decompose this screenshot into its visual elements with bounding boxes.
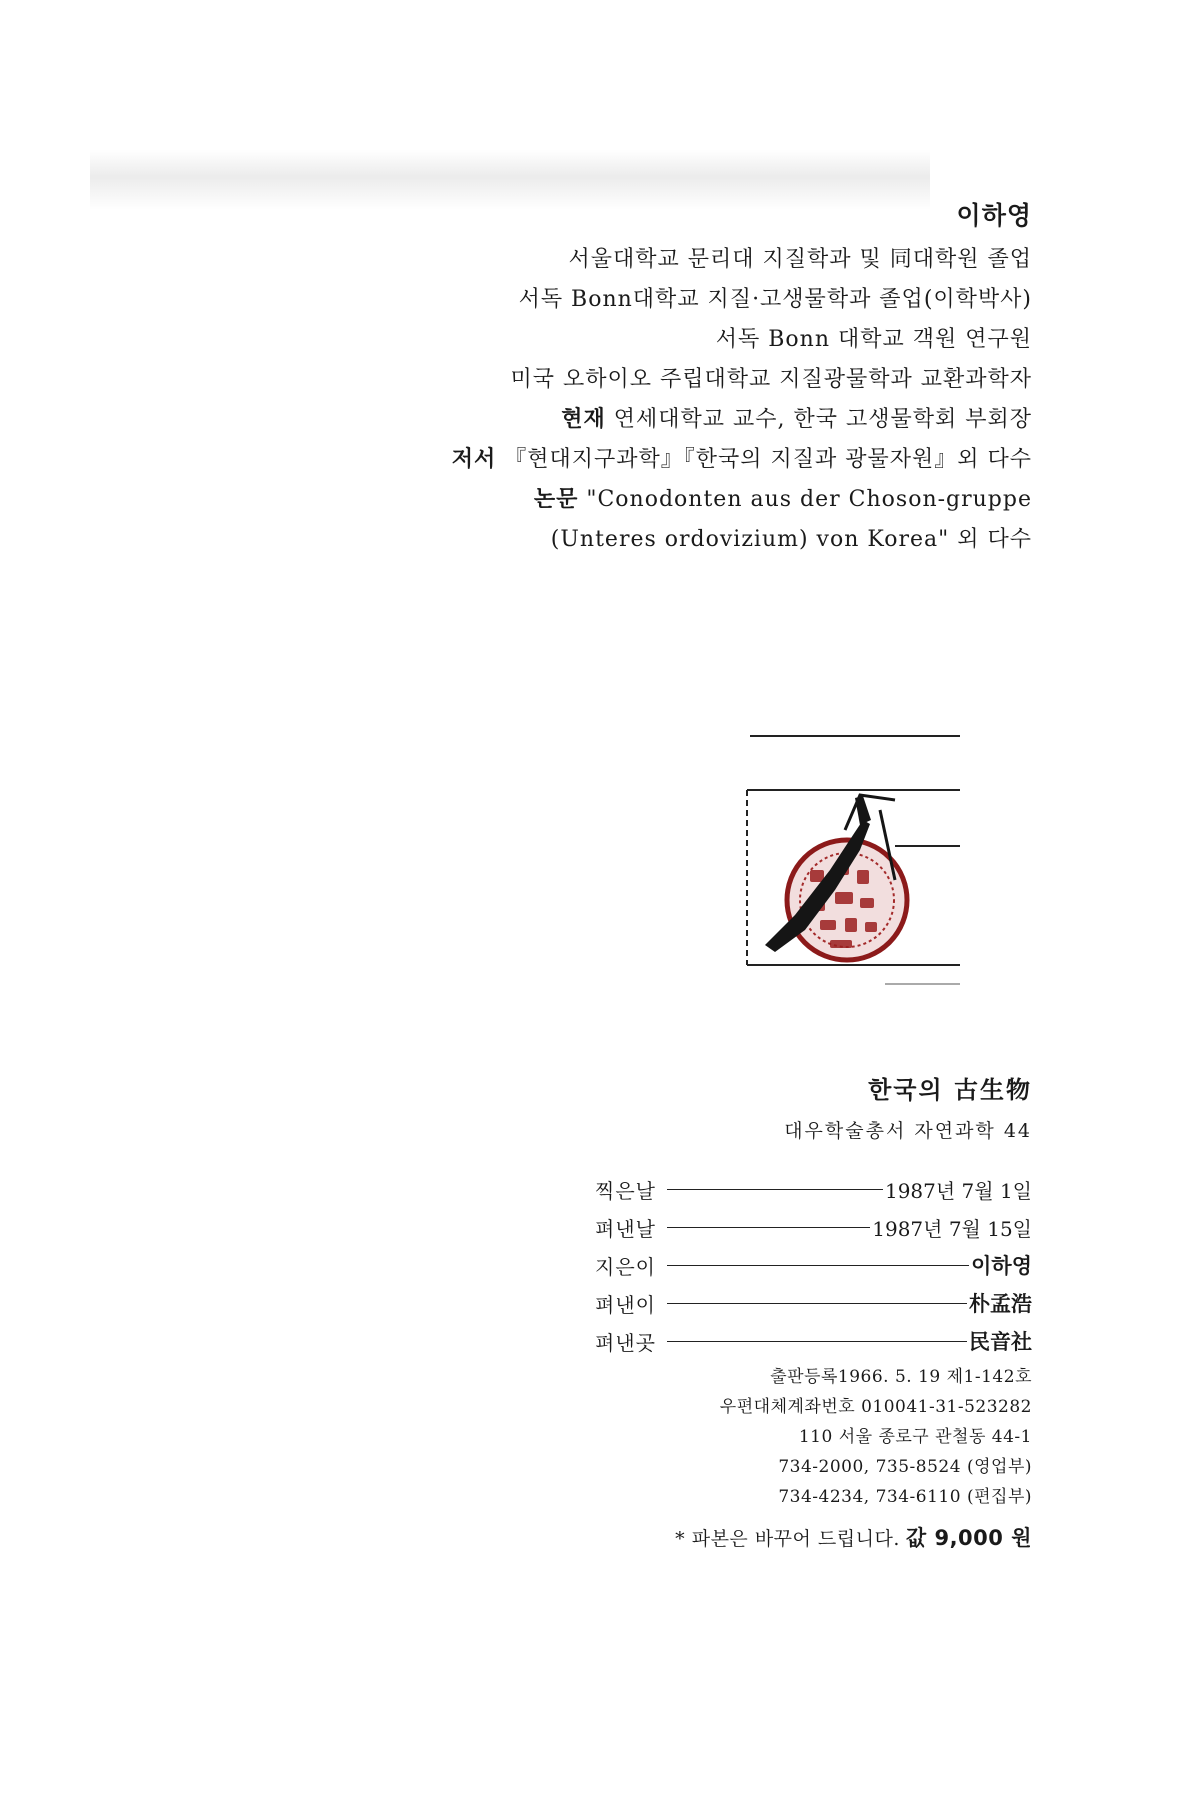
leader-line: [667, 1227, 870, 1228]
registration: 출판등록1966. 5. 19 제1-142호: [770, 1367, 1032, 1387]
printed-date: 1987년 7월 1일: [884, 1178, 1032, 1203]
author-label: 지은이: [595, 1254, 656, 1279]
publisher-row: [595, 1322, 1032, 1360]
bio-books: [332, 440, 1032, 480]
bio-papers-cont: (Unteres ordovizium) von Korea" 외 다수: [550, 527, 1032, 552]
publisher-person-row: [595, 1284, 1032, 1322]
publisher-person-label: 펴낸이: [595, 1292, 656, 1317]
series-name: 대우학술총서 자연과학 44: [784, 1120, 1032, 1142]
bio-current: [332, 400, 1032, 440]
printed-label: 찍은날: [595, 1178, 656, 1203]
footer-note: [675, 1522, 1032, 1552]
papers-label: 논문: [533, 487, 579, 512]
current-label: 현재: [561, 407, 606, 432]
bio-papers: [332, 480, 1032, 520]
seal-stamp-image: [735, 720, 965, 1015]
leader-line: [667, 1341, 967, 1342]
colophon-entries: [595, 1170, 1032, 1360]
phone-editorial: 734-4234, 734-6110 (편집부): [778, 1487, 1032, 1507]
author-value: 이하영: [971, 1254, 1032, 1278]
current-text: 연세대학교 교수, 한국 고생물학회 부회장: [613, 407, 1032, 432]
leader-line: [667, 1189, 883, 1190]
address: 110 서울 종로구 관철동 44-1: [798, 1427, 1032, 1447]
author-row: [595, 1246, 1032, 1284]
publisher-info: [720, 1362, 1032, 1512]
colophon-header: [784, 1070, 1032, 1152]
exchange-note: * 파본은 바꾸어 드립니다.: [675, 1528, 900, 1550]
author-bio: [332, 196, 1032, 560]
published-label: 펴낸날: [595, 1216, 656, 1241]
papers-text-1: "Conodonten aus der Choson-gruppe: [586, 487, 1032, 512]
bio-line: 서독 Bonn대학교 지질·고생물학과 졸업(이학박사): [518, 287, 1032, 312]
bio-line: 서독 Bonn 대학교 객원 연구원: [715, 327, 1032, 352]
printed-date-row: [595, 1170, 1032, 1208]
bio-line: 미국 오하이오 주립대학교 지질광물학과 교환과학자: [510, 367, 1032, 392]
price: 값 9,000 원: [905, 1526, 1032, 1550]
publisher-value: 民音社: [969, 1330, 1032, 1354]
phone-sales: 734-2000, 735-8524 (영업부): [778, 1457, 1032, 1477]
seal-stamp-area: [735, 720, 965, 1015]
postal-account: 우편대체계좌번호 010041-31-523282: [719, 1397, 1032, 1417]
published-date: 1987년 7월 15일: [872, 1216, 1032, 1241]
publisher-label: 펴낸곳: [595, 1330, 656, 1355]
book-title: 한국의 古生物: [868, 1076, 1032, 1104]
author-name: 이하영: [956, 201, 1032, 230]
books-label: 저서: [451, 447, 497, 472]
bio-line: 서울대학교 문리대 지질학과 및 同대학원 졸업: [568, 247, 1032, 272]
publisher-person-value: 朴孟浩: [969, 1292, 1032, 1316]
leader-line: [667, 1265, 969, 1266]
leader-line: [667, 1303, 967, 1304]
books-text: 『현대지구과학』『한국의 지질과 광물자원』외 다수: [504, 447, 1032, 472]
published-date-row: [595, 1208, 1032, 1246]
